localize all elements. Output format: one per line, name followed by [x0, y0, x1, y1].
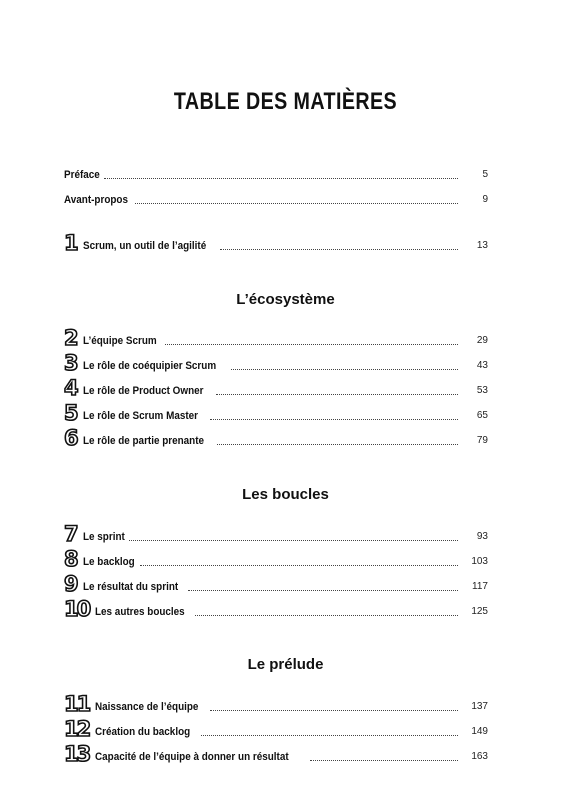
entry-label: Le rôle de partie prenante	[82, 435, 204, 447]
toc-entry-chapter-9[interactable]	[64, 574, 488, 594]
chapter-number: 10	[64, 597, 90, 621]
toc-entry-chapter-12[interactable]	[64, 719, 488, 739]
page-title: TABLE DES MATIÈRES	[173, 88, 398, 115]
section-heading-boucles: Les boucles	[242, 486, 329, 503]
page-number: 163	[471, 751, 488, 762]
page-number: 117	[472, 581, 488, 592]
page-number: 103	[471, 556, 488, 567]
chapter-number: 4	[64, 376, 77, 400]
toc-entry-chapter-1[interactable]	[64, 233, 488, 253]
dot-leader	[135, 203, 458, 204]
toc-entry-chapter-6[interactable]	[64, 428, 488, 448]
chapter-number: 2	[64, 326, 77, 350]
chapter-number: 1	[64, 231, 77, 255]
toc-entry-preface[interactable]	[64, 162, 488, 182]
entry-label: Les autres boucles	[95, 606, 185, 618]
entry-label: Le rôle de coéquipier Scrum	[82, 360, 216, 372]
dot-leader	[165, 344, 458, 345]
dot-leader	[220, 249, 458, 250]
page-number: 43	[476, 360, 488, 371]
entry-label: Le rôle de Scrum Master	[82, 410, 198, 422]
section-heading-ecosysteme: L’écosystème	[236, 291, 335, 308]
toc-entry-chapter-10[interactable]	[64, 599, 488, 619]
page-number: 13	[476, 240, 488, 251]
page-number: 5	[482, 169, 488, 180]
entry-label: Avant-propos	[64, 194, 128, 206]
page-number: 79	[476, 435, 488, 446]
dot-leader	[217, 444, 458, 445]
entry-label: Le backlog	[82, 556, 135, 568]
chapter-number: 13	[64, 742, 90, 766]
dot-leader	[310, 760, 458, 761]
page-number: 149	[471, 726, 488, 737]
toc-entry-chapter-7[interactable]	[64, 524, 488, 544]
entry-label: Préface	[64, 169, 100, 181]
page-number: 125	[471, 606, 488, 617]
dot-leader	[231, 369, 458, 370]
page-number: 29	[476, 335, 488, 346]
page-number: 65	[476, 410, 488, 421]
chapter-number: 11	[64, 692, 90, 716]
dot-leader	[216, 394, 458, 395]
section-heading-prelude: Le prélude	[247, 656, 324, 673]
dot-leader	[210, 710, 458, 711]
chapter-number: 8	[64, 547, 77, 571]
dot-leader	[210, 419, 458, 420]
dot-leader	[195, 615, 458, 616]
dot-leader	[140, 565, 458, 566]
toc-entry-avant-propos[interactable]	[64, 187, 488, 207]
page-number: 53	[476, 385, 488, 396]
toc-entry-chapter-5[interactable]	[64, 403, 488, 423]
chapter-number: 6	[64, 426, 77, 450]
chapter-number: 3	[64, 351, 77, 375]
chapter-number: 12	[64, 717, 90, 741]
entry-label: Naissance de l’équipe	[95, 701, 199, 713]
chapter-number: 5	[64, 401, 77, 425]
page-number: 9	[482, 194, 488, 205]
toc-entry-chapter-3[interactable]	[64, 353, 488, 373]
toc-entry-chapter-2[interactable]	[64, 328, 488, 348]
page-number: 93	[476, 531, 488, 542]
entry-label: Le résultat du sprint	[82, 581, 178, 593]
entry-label: Scrum, un outil de l’agilité	[82, 240, 206, 252]
toc-entry-chapter-8[interactable]	[64, 549, 488, 569]
entry-label: L’équipe Scrum	[82, 335, 157, 347]
entry-label: Capacité de l’équipe à donner un résultat	[95, 751, 289, 763]
chapter-number: 9	[64, 572, 77, 596]
dot-leader	[188, 590, 458, 591]
entry-label: Le rôle de Product Owner	[82, 385, 204, 397]
entry-label: Création du backlog	[95, 726, 191, 738]
toc-entry-chapter-11[interactable]	[64, 694, 488, 714]
dot-leader	[129, 540, 458, 541]
toc-entry-chapter-4[interactable]	[64, 378, 488, 398]
chapter-number: 7	[64, 522, 77, 546]
dot-leader	[201, 735, 458, 736]
dot-leader	[104, 178, 458, 179]
toc-entry-chapter-13[interactable]	[64, 744, 488, 764]
page-number: 137	[471, 701, 488, 712]
entry-label: Le sprint	[82, 531, 125, 543]
